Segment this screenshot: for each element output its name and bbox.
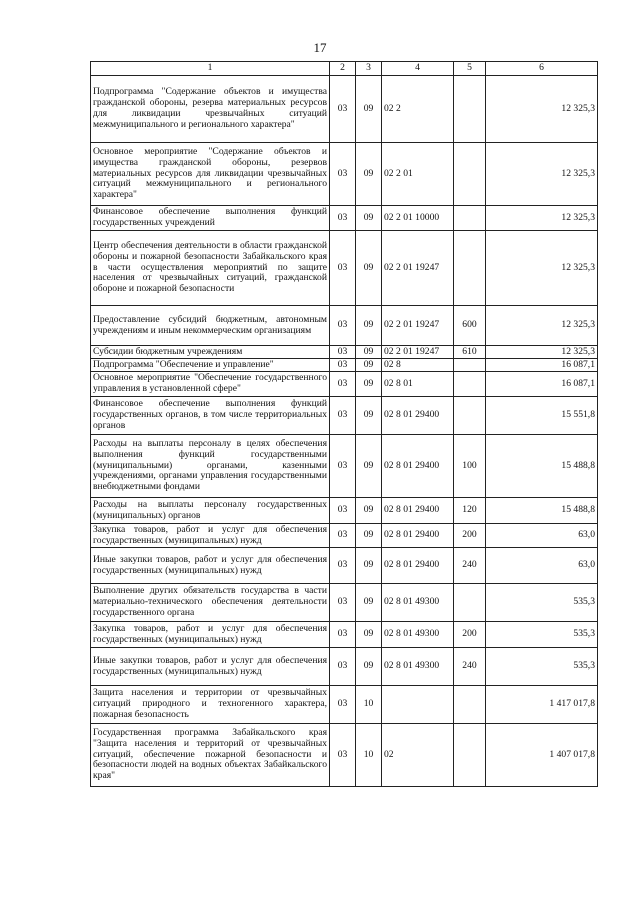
table-row [91,231,598,306]
row-name-cell: Финансовое обеспечение выполнения функций государственных органов, в том числе территориальных органов [91,397,330,435]
subsection-code-cell: 09 [356,231,382,306]
header-cell: 1 [91,62,330,76]
table-row [91,206,598,231]
subsection-code-cell: 09 [356,306,382,346]
subsection-code-cell: 09 [356,359,382,372]
subsection-code-cell: 09 [356,76,382,143]
subsection-code-cell: 10 [356,724,382,787]
section-code-cell: 03 [330,648,356,686]
target-article-cell [382,686,454,724]
table-row [91,686,598,724]
subsection-code-cell: 09 [356,435,382,498]
subsection-code-cell: 09 [356,143,382,206]
expense-type-cell [454,724,486,787]
expense-type-cell: 120 [454,498,486,524]
row-name-cell: Подпрограмма "Обеспечение и управление" [91,359,330,372]
amount-cell: 16 087,1 [486,359,598,372]
header-cell: 6 [486,62,598,76]
amount-cell: 1 407 017,8 [486,724,598,787]
expense-type-cell: 200 [454,524,486,548]
subsection-code-cell: 09 [356,206,382,231]
amount-cell: 12 325,3 [486,206,598,231]
section-code-cell: 03 [330,372,356,397]
target-article-cell: 02 2 [382,76,454,143]
section-code-cell: 03 [330,306,356,346]
section-code-cell: 03 [330,622,356,648]
target-article-cell: 02 8 01 29400 [382,548,454,584]
target-article-cell: 02 8 01 49300 [382,648,454,686]
amount-cell: 1 417 017,8 [486,686,598,724]
header-cell: 4 [382,62,454,76]
target-article-cell: 02 8 01 29400 [382,435,454,498]
amount-cell: 12 325,3 [486,231,598,306]
header-cell: 5 [454,62,486,76]
subsection-code-cell: 09 [356,372,382,397]
expense-type-cell: 600 [454,306,486,346]
section-code-cell: 03 [330,143,356,206]
amount-cell: 12 325,3 [486,143,598,206]
row-name-cell: Иные закупки товаров, работ и услуг для обеспечения государственных (муниципальных) нужд [91,548,330,584]
subsection-code-cell: 09 [356,648,382,686]
header-cell: 3 [356,62,382,76]
target-article-cell: 02 8 [382,359,454,372]
amount-cell: 12 325,3 [486,346,598,359]
amount-cell: 63,0 [486,548,598,584]
row-name-cell: Субсидии бюджетным учреждениям [91,346,330,359]
table-row [91,346,598,359]
target-article-cell: 02 [382,724,454,787]
row-name-cell: Государственная программа Забайкальского края "Защита населения и территорий от чрезвычайных ситуаций, обеспечение пожарной безопасности и безопасности людей на водных объектах Забайкальского края" [91,724,330,787]
section-code-cell: 03 [330,524,356,548]
subsection-code-cell: 09 [356,548,382,584]
page-number: 17 [313,40,327,55]
amount-cell: 63,0 [486,524,598,548]
table-row [91,143,598,206]
table-row [91,724,598,787]
subsection-code-cell: 09 [356,397,382,435]
row-name-cell: Защита населения и территории от чрезвычайных ситуаций природного и техногенного характера, пожарная безопасность [91,686,330,724]
row-name-cell: Иные закупки товаров, работ и услуг для обеспечения государственных (муниципальных) нужд [91,648,330,686]
expense-type-cell: 200 [454,622,486,648]
section-code-cell: 03 [330,686,356,724]
expense-type-cell [454,359,486,372]
expense-type-cell: 240 [454,548,486,584]
expense-type-cell: 240 [454,648,486,686]
target-article-cell: 02 8 01 29400 [382,498,454,524]
expense-type-cell: 610 [454,346,486,359]
amount-cell: 15 488,8 [486,435,598,498]
table-row [91,372,598,397]
target-article-cell: 02 2 01 19247 [382,346,454,359]
amount-cell: 535,3 [486,622,598,648]
header-cell: 2 [330,62,356,76]
section-code-cell: 03 [330,548,356,584]
section-code-cell: 03 [330,435,356,498]
table-row [91,548,598,584]
target-article-cell: 02 2 01 19247 [382,231,454,306]
table-row [91,622,598,648]
table-row [91,584,598,622]
table-row [91,498,598,524]
section-code-cell: 03 [330,346,356,359]
expense-type-cell [454,76,486,143]
row-name-cell: Основное мероприятие "Обеспечение государственного управления в установленной сфере" [91,372,330,397]
target-article-cell: 02 2 01 10000 [382,206,454,231]
subsection-code-cell: 09 [356,584,382,622]
amount-cell: 12 325,3 [486,306,598,346]
row-name-cell: Закупка товаров, работ и услуг для обеспечения государственных (муниципальных) нужд [91,622,330,648]
expense-type-cell [454,397,486,435]
table-row [91,648,598,686]
expense-type-cell: 100 [454,435,486,498]
row-name-cell: Расходы на выплаты персоналу государственных (муниципальных) органов [91,498,330,524]
row-name-cell: Закупка товаров, работ и услуг для обеспечения государственных (муниципальных) нужд [91,524,330,548]
table-row [91,359,598,372]
table-row [91,306,598,346]
expense-type-cell [454,206,486,231]
target-article-cell: 02 8 01 29400 [382,397,454,435]
target-article-cell: 02 2 01 19247 [382,306,454,346]
amount-cell: 535,3 [486,648,598,686]
target-article-cell: 02 8 01 29400 [382,524,454,548]
expense-type-cell [454,686,486,724]
expense-type-cell [454,372,486,397]
subsection-code-cell: 10 [356,686,382,724]
expense-type-cell [454,584,486,622]
target-article-cell: 02 8 01 49300 [382,584,454,622]
section-code-cell: 03 [330,231,356,306]
amount-cell: 15 488,8 [486,498,598,524]
section-code-cell: 03 [330,498,356,524]
row-name-cell: Расходы на выплаты персоналу в целях обеспечения выполнения функций государственными (муниципальными) органами, казенными учреждениями, органами управления государственными внебюджетными фондами [91,435,330,498]
row-name-cell: Основное мероприятие "Содержание объектов и имущества гражданской обороны, резервов материальных ресурсов для ликвидации чрезвычайных ситуаций межмуниципального и регионального характера" [91,143,330,206]
row-name-cell: Подпрограмма "Содержание объектов и имущества гражданской обороны, резерва материальных ресурсов для ликвидации чрезвычайных ситуаций межмуниципального и регионального характера" [91,76,330,143]
expense-type-cell [454,231,486,306]
table-header-row [91,62,598,76]
subsection-code-cell: 09 [356,622,382,648]
row-name-cell: Центр обеспечения деятельности в области гражданской обороны и пожарной безопасности Забайкальского края в части осуществления мероприятий по защите населения от чрезвычайных ситуаций, гражданской обороне и пожарной безопасности [91,231,330,306]
target-article-cell: 02 8 01 [382,372,454,397]
expense-type-cell [454,143,486,206]
row-name-cell: Предоставление субсидий бюджетным, автономным учреждениям и иным некоммерческим организациям [91,306,330,346]
section-code-cell: 03 [330,724,356,787]
subsection-code-cell: 09 [356,498,382,524]
amount-cell: 15 551,8 [486,397,598,435]
amount-cell: 16 087,1 [486,372,598,397]
subsection-code-cell: 09 [356,346,382,359]
table-row [91,76,598,143]
row-name-cell: Выполнение других обязательств государства в части материально-технического обеспечения деятельности государственного органа [91,584,330,622]
section-code-cell: 03 [330,397,356,435]
row-name-cell: Финансовое обеспечение выполнения функций государственных учреждений [91,206,330,231]
subsection-code-cell: 09 [356,524,382,548]
table-row [91,435,598,498]
table-row [91,397,598,435]
section-code-cell: 03 [330,584,356,622]
amount-cell: 535,3 [486,584,598,622]
amount-cell: 12 325,3 [486,76,598,143]
budget-table [90,61,598,787]
section-code-cell: 03 [330,76,356,143]
table-row [91,524,598,548]
target-article-cell: 02 8 01 49300 [382,622,454,648]
section-code-cell: 03 [330,206,356,231]
target-article-cell: 02 2 01 [382,143,454,206]
section-code-cell: 03 [330,359,356,372]
